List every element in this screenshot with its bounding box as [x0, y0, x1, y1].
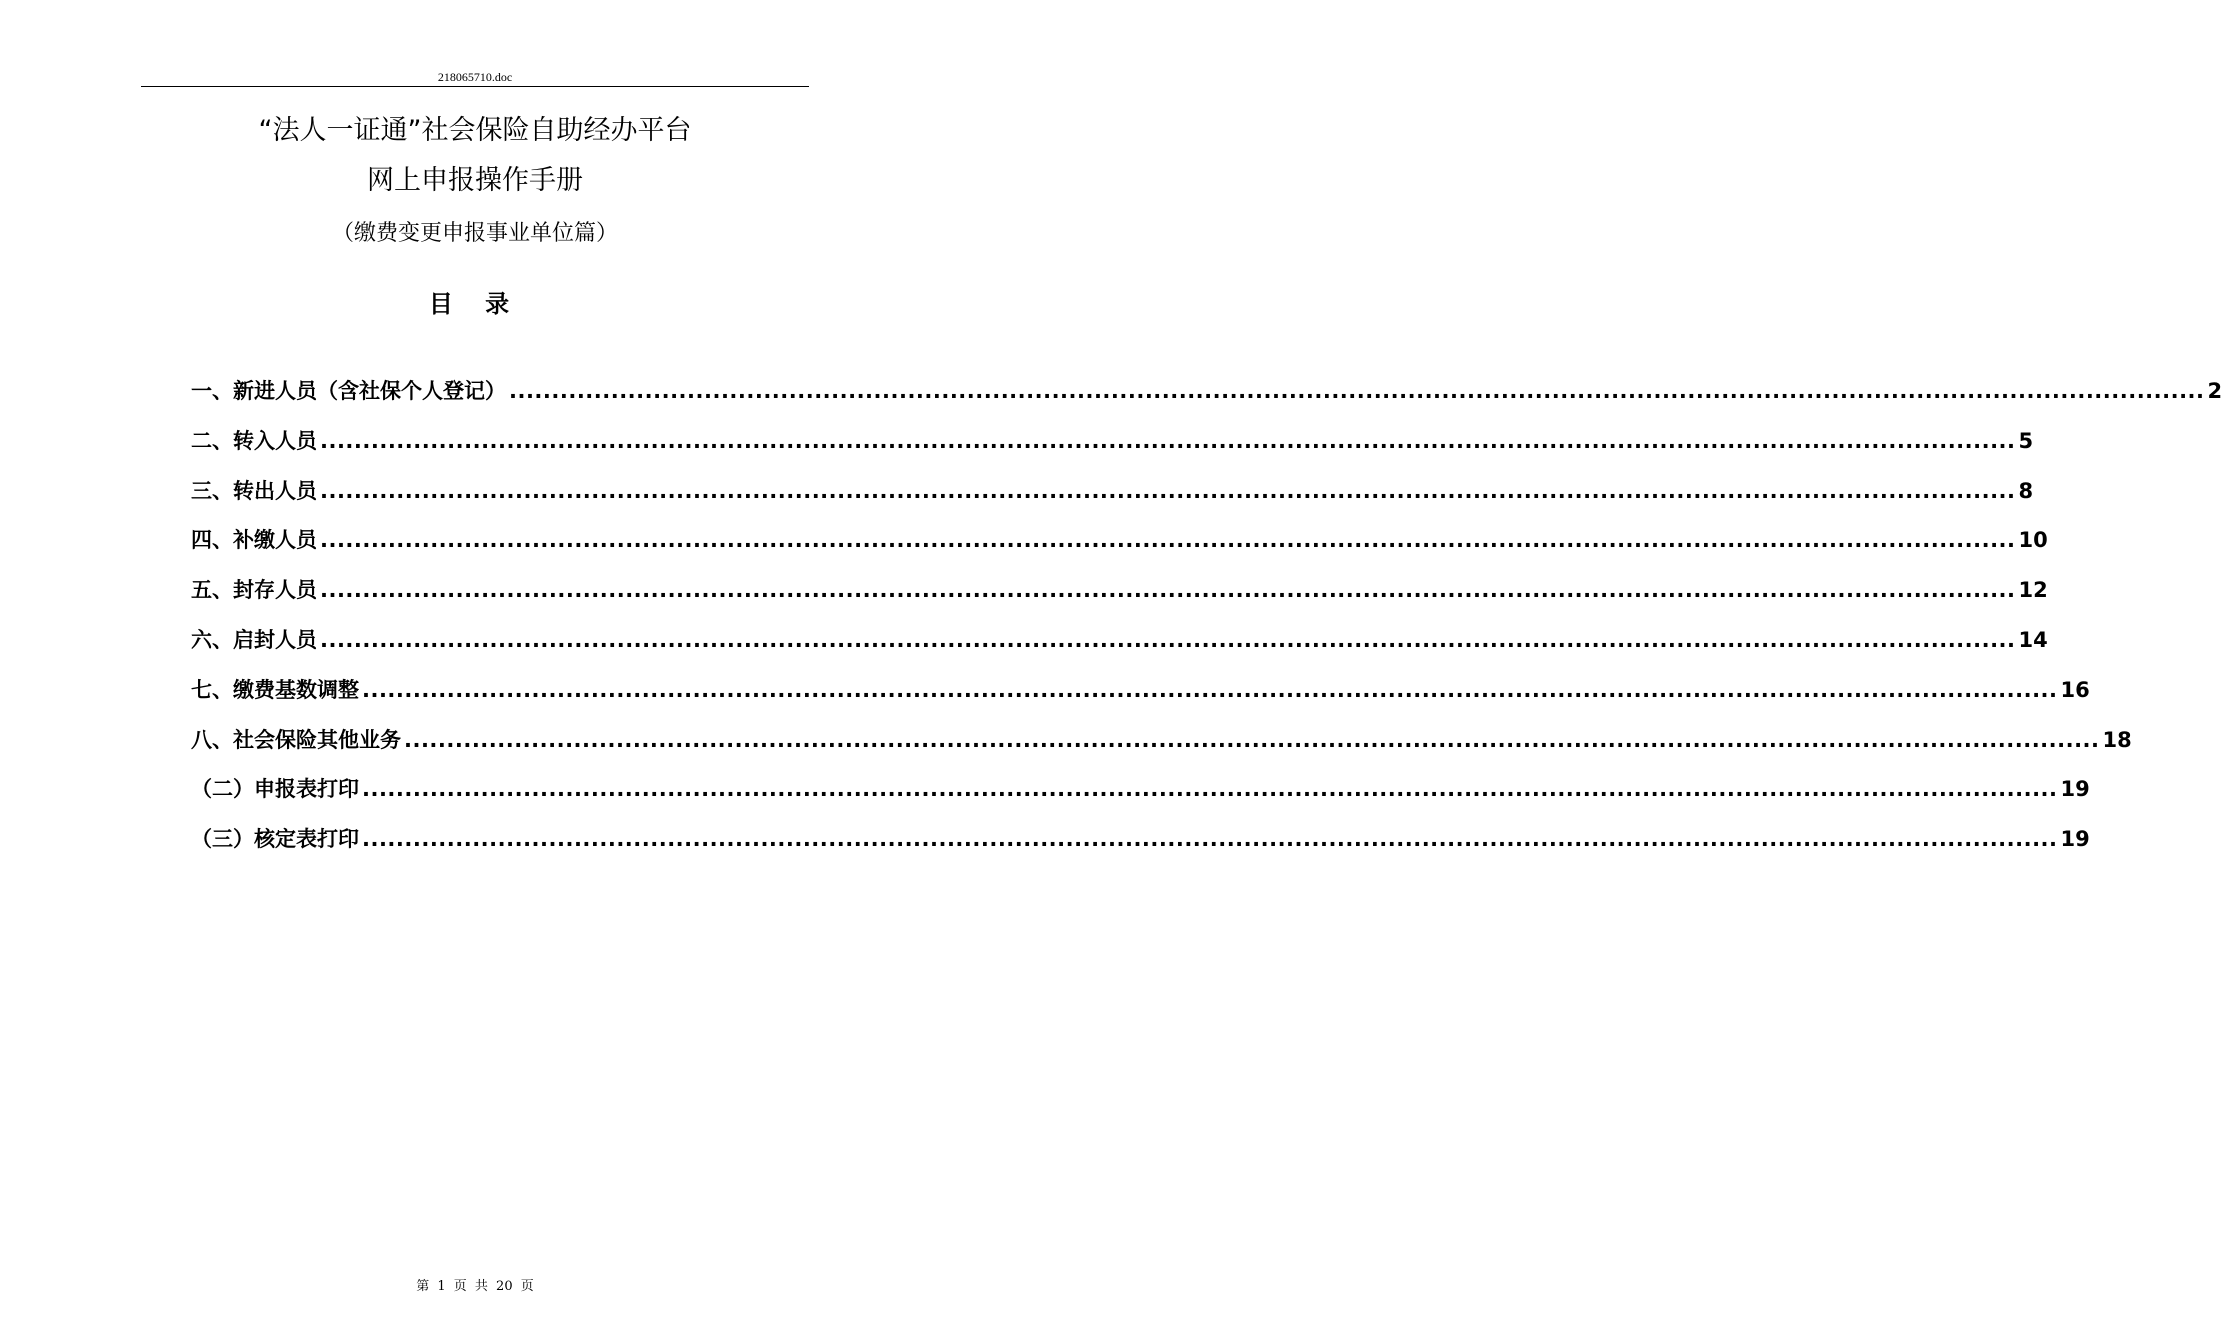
toc-leader-dots: ........................................................................................................................................................................................................	[320, 528, 2016, 553]
toc-entry[interactable]	[191, 424, 2034, 474]
toc-leader-dots: ........................................................................................................................................................................................................	[362, 827, 2058, 852]
toc-entry[interactable]	[191, 623, 2048, 673]
toc-entry[interactable]	[191, 374, 2222, 424]
toc-entry-page: 14	[2018, 627, 2048, 652]
document-title: “法人一证通”社会保险自助经办平台	[258, 115, 692, 146]
toc-entry[interactable]	[191, 673, 2090, 723]
toc-entry-page: 18	[2102, 727, 2132, 752]
document-title-line2: 网上申报操作手册	[367, 165, 583, 196]
toc-entry[interactable]	[191, 573, 2048, 623]
toc-leader-dots: ........................................................................................................................................................................................................	[404, 727, 2100, 752]
toc-entry[interactable]	[191, 723, 2132, 773]
toc-entry-label: 三、转出人员	[191, 478, 317, 503]
toc-entry-label: 四、补缴人员	[191, 528, 317, 553]
toc-entry-label: 六、启封人员	[191, 627, 317, 652]
toc-subentry[interactable]	[191, 822, 2090, 872]
toc-entry-label: （三）核定表打印	[191, 827, 359, 852]
toc-entry-page: 19	[2060, 827, 2090, 852]
toc-entry-label: 五、封存人员	[191, 578, 317, 603]
toc-heading: 目 录	[428, 290, 522, 318]
toc-entry[interactable]	[191, 474, 2034, 524]
toc-leader-dots: ........................................................................................................................................................................................................	[362, 777, 2058, 802]
toc-subentry[interactable]	[191, 772, 2090, 822]
document-subtitle: （缴费变更申报事业单位篇）	[331, 221, 618, 246]
toc-leader-dots: ........................................................................................................................................................................................................	[509, 379, 2205, 403]
toc-entry-label: 八、社会保险其他业务	[191, 727, 401, 752]
toc-leader-dots: ........................................................................................................................................................................................................	[320, 627, 2016, 652]
toc-entry[interactable]	[191, 523, 2048, 573]
toc-entry-page: 10	[2018, 528, 2048, 553]
header-divider	[141, 86, 809, 87]
toc-leader-dots: ........................................................................................................................................................................................................	[320, 578, 2016, 603]
toc-entry-page: 5	[2018, 428, 2034, 453]
table-of-contents	[191, 374, 2222, 872]
toc-entry-page: 8	[2018, 478, 2034, 503]
header-filename: 218065710.doc	[437, 70, 513, 84]
toc-entry-label: 一、新进人员（含社保个人登记）	[191, 379, 506, 403]
toc-entry-page: 19	[2060, 777, 2090, 802]
page-footer: 第 1 页 共 20 页	[416, 1279, 534, 1294]
toc-leader-dots: ........................................................................................................................................................................................................	[320, 428, 2016, 453]
toc-entry-label: 七、缴费基数调整	[191, 677, 359, 702]
toc-entry-page: 16	[2060, 677, 2090, 702]
toc-leader-dots: ........................................................................................................................................................................................................	[320, 478, 2016, 503]
toc-entry-page: 2	[2207, 379, 2222, 403]
toc-entry-label: 二、转入人员	[191, 428, 317, 453]
toc-entry-page: 12	[2018, 578, 2048, 603]
toc-leader-dots: ........................................................................................................................................................................................................	[362, 677, 2058, 702]
toc-entry-label: （二）申报表打印	[191, 777, 359, 802]
